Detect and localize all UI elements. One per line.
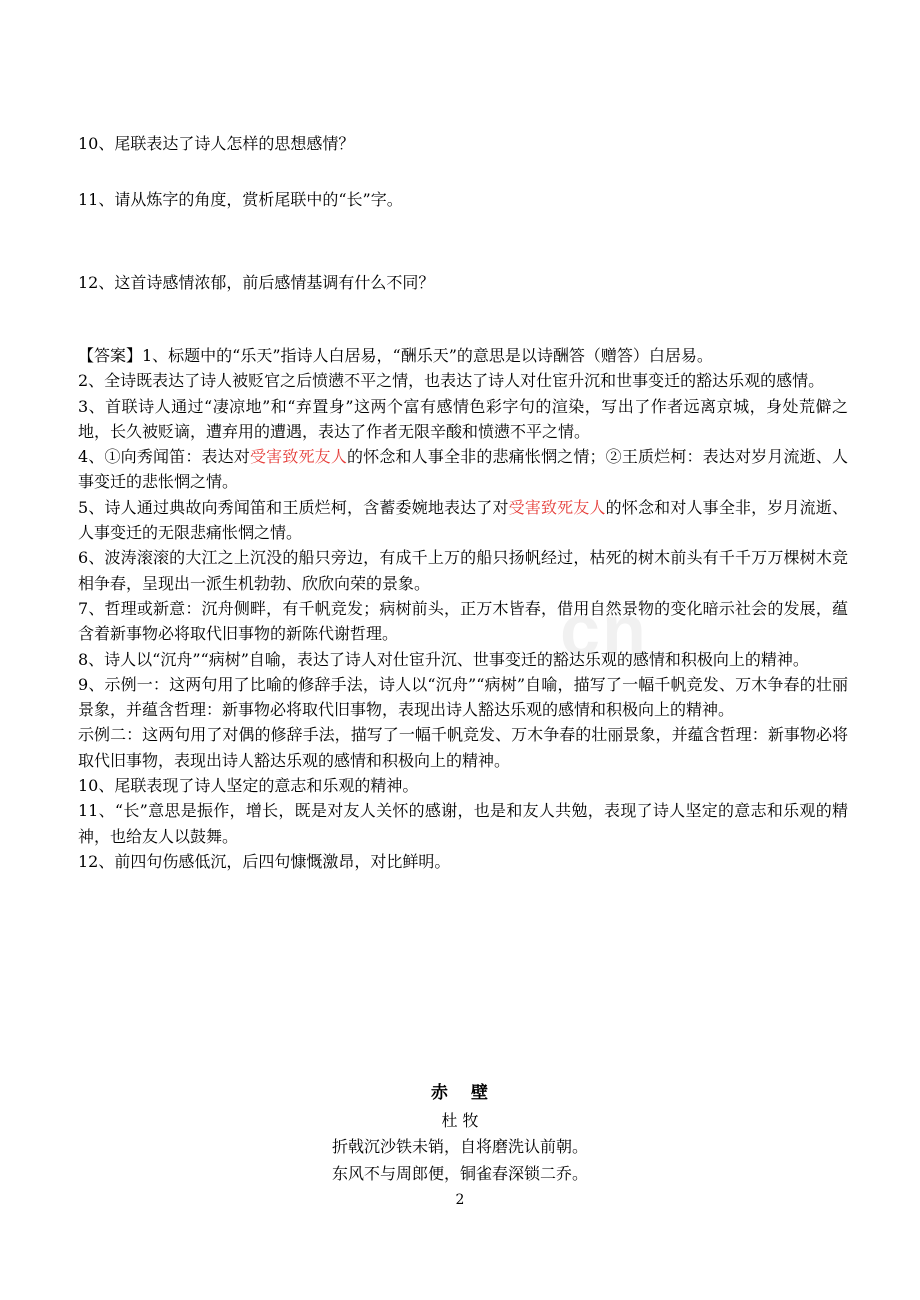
answer-7: 7、哲理或新意：沉舟侧畔，有千帆竞发；病树前头，正万木皆春，借用自然景物的变化暗示社会的发展，蕴含着新事物必将取代旧事物的新陈代谢哲理。 [78,598,848,644]
poem-title [0,1078,920,1103]
answer-5-text-end: 的怀念和对人事全非，岁月流逝、人事变迁的无限悲痛怅惘之情。 [78,497,848,543]
answer-11: 11、“长”意思是振作，增长，既是对友人关怀的感谢，也是和友人共勉，表现了诗人坚定的意志和乐观的精神，也给友人以鼓舞。 [78,801,848,846]
answer-section [78,343,848,874]
question-12: 12、这首诗感情浓郁，前后感情基调有什么不同？ [78,273,435,292]
answer-9: 9、示例一：这两句用了比喻的修辞手法，诗人以“沉舟”“病树”自喻，描写了一幅千帆竞发、万木争春的壮丽景象，并蕴含哲理：新事物必将取代旧事物，表现出诗人豁达乐观的感情和积极向上的精神。 [78,674,848,720]
answer-5 [78,495,848,546]
poem-title-char-2: 壁 [471,1083,489,1103]
answer-10: 10、尾联表现了诗人坚定的意志和乐观的精神。 [78,776,419,796]
answer-3: 3、首联诗人通过“凄凉地”和“弃置身”这两个富有感情色彩字句的渲染，写出了作者远离京城，身处荒僻之地，长久被贬谪，遭弃用的遭遇，表达了作者无限辛酸和愤懑不平之情。 [78,396,848,441]
poem-line-1: 折戟沉沙铁未销，自将磨洗认前朝。 [331,1137,588,1156]
poem-author: 杜 牧 [441,1111,479,1130]
answer-4 [78,444,848,495]
question-10: 10、尾联表达了诗人怎样的思想感情？ [78,134,355,153]
answer-5-highlight: 受害致死友人 [508,497,606,517]
answer-4-text-start: 4、①向秀闻笛：表达对 [78,447,251,467]
page-number: 2 [455,1192,465,1208]
poem-title-char-1: 赤 [431,1083,449,1103]
answer-5-text-start: 5、诗人通过典故向秀闻笛和王质烂柯，含蓄委婉地表达了对 [78,497,509,517]
answer-6: 6、波涛滚滚的大江之上沉没的船只旁边，有成千上万的船只扬帆经过，枯死的树木前头有千千万万棵树木竞相争春，呈现出一派生机勃勃、欣欣向荣的景象。 [78,548,848,593]
poem-line-2: 东风不与周郎便，铜雀春深锁二乔。 [331,1164,588,1183]
question-11: 11、请从炼字的角度，赏析尾联中的“长”字。 [78,190,403,209]
answer-8: 8、诗人以“沉舟”“病树”自喻，表达了诗人对仕宦升沉、世事变迁的豁达乐观的感情和积极向上的精神。 [78,649,809,669]
answer-12: 12、前四句伤感低沉，后四句慷慨激昂，对比鲜明。 [78,851,451,871]
answer-1: 【答案】1、标题中的“乐天”指诗人白居易，“酬乐天”的意思是以诗酬答（赠答）白居易。 [78,346,713,365]
answer-2: 2、全诗既表达了诗人被贬官之后愤懑不平之情，也表达了诗人对仕宦升沉和世事变迁的豁达乐观的感情。 [78,371,825,391]
answer-9-example-2: 示例二：这两句用了对偶的修辞手法，描写了一幅千帆竞发、万木争春的壮丽景象，并蕴含哲理：新事物必将取代旧事物，表现出诗人豁达乐观的感情和积极向上的精神。 [78,725,848,770]
watermark: cn [560,591,649,671]
answer-4-highlight: 受害致死友人 [250,447,348,467]
answer-4-text-end: 的怀念和人事全非的悲痛怅惘之情；②王质烂柯：表达对岁月流逝、人事变迁的悲怅惘之情。 [78,447,848,492]
